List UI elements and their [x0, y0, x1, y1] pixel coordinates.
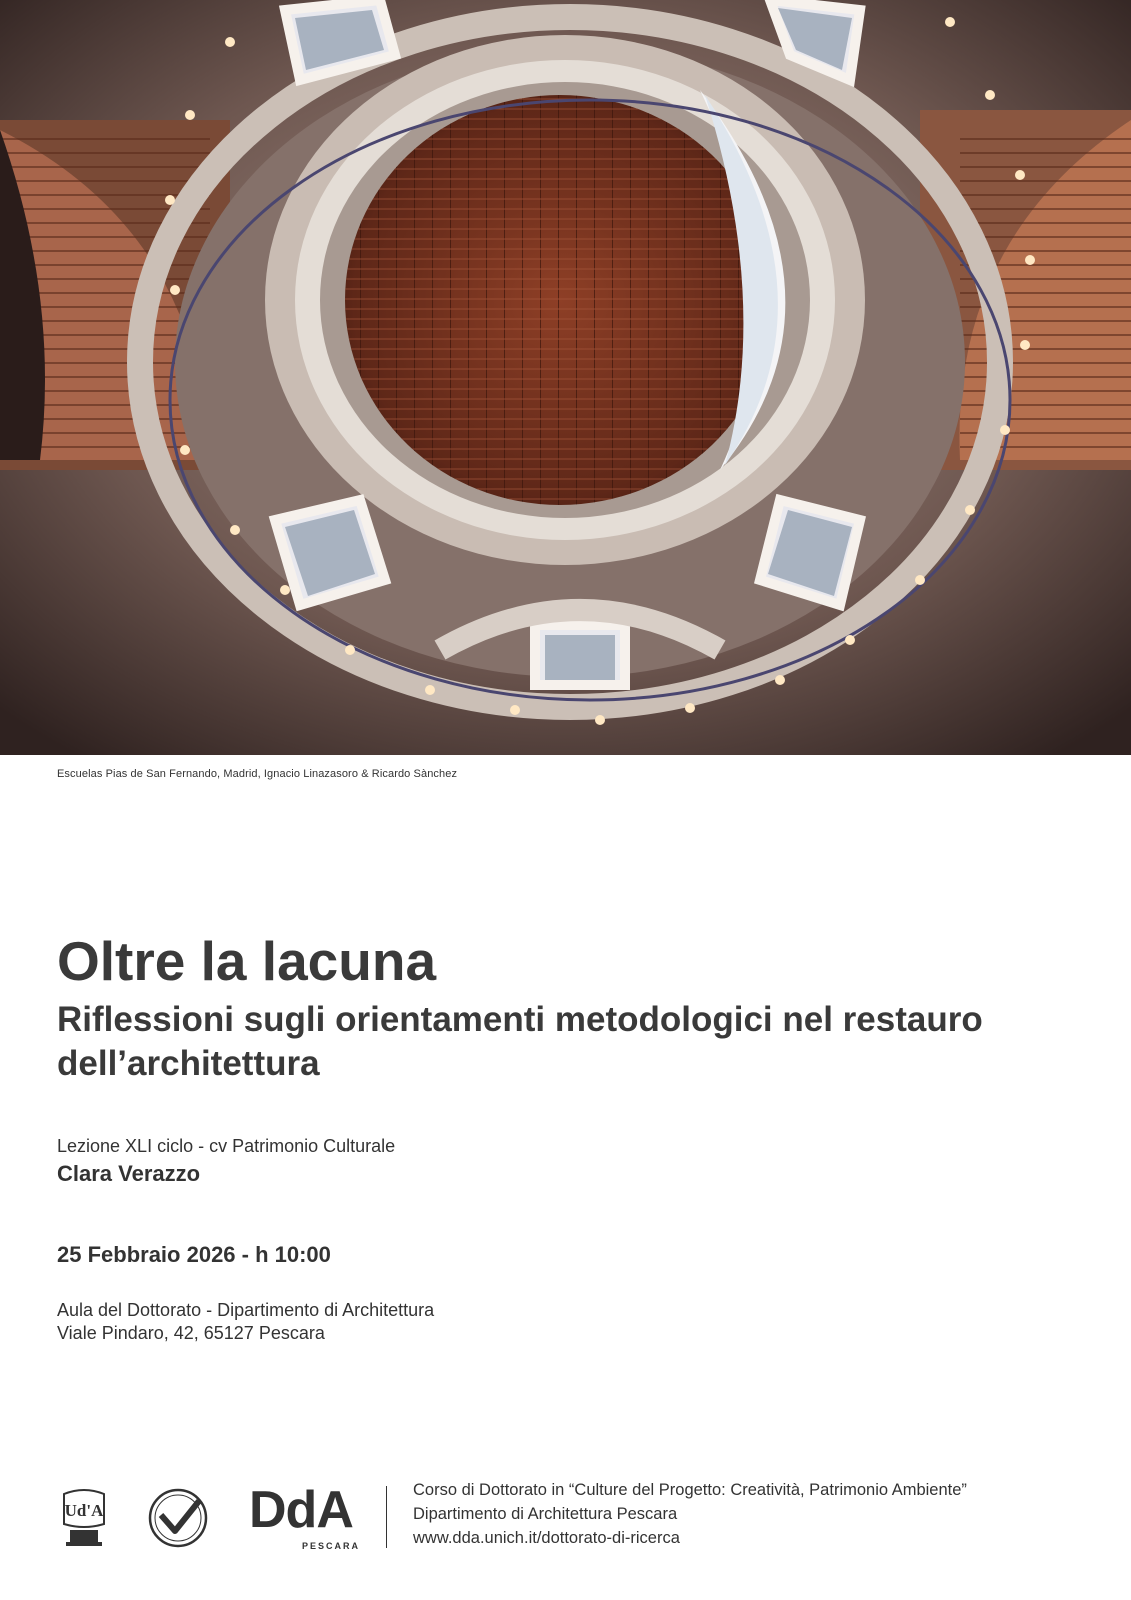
circle-check-logo — [147, 1487, 209, 1549]
event-subtitle: Riflessioni sugli orientamenti metodologici nel restauro dell’architettura — [57, 1000, 983, 1083]
footer-divider — [386, 1486, 387, 1548]
photo-caption: Escuelas Pias de San Fernando, Madrid, Ignacio Linazasoro & Ricardo Sànchez — [57, 768, 458, 780]
doctorate-course-name: Corso di Dottorato in “Culture del Progetto: Creatività, Patrimonio Ambiente” — [413, 1481, 967, 1499]
lesson-label: Lezione XLI ciclo - cv Patrimonio Culturale — [57, 1136, 396, 1156]
event-datetime: 25 Febbraio 2026 - h 10:00 — [57, 1242, 331, 1267]
event-title: Oltre la lacuna — [57, 930, 437, 992]
dda-logo-text: DdA — [249, 1481, 353, 1539]
venue-line-2: Viale Pindaro, 42, 65127 Pescara — [57, 1323, 325, 1343]
speaker-name: Clara Verazzo — [57, 1161, 201, 1186]
dda-logo-subtext: PESCARA — [301, 1541, 360, 1551]
uda-logo — [56, 1486, 112, 1548]
dda-logo — [249, 1480, 364, 1558]
dome-photo-illustration — [0, 0, 1131, 755]
department-name: Dipartimento di Architettura Pescara — [413, 1505, 678, 1523]
uda-logo-text: Ud'A — [64, 1501, 104, 1520]
header-photo — [0, 0, 1131, 755]
venue-line-1: Aula del Dottorato - Dipartimento di Architettura — [57, 1300, 435, 1320]
department-url[interactable]: www.dda.unich.it/dottorato-di-ricerca — [413, 1529, 680, 1547]
